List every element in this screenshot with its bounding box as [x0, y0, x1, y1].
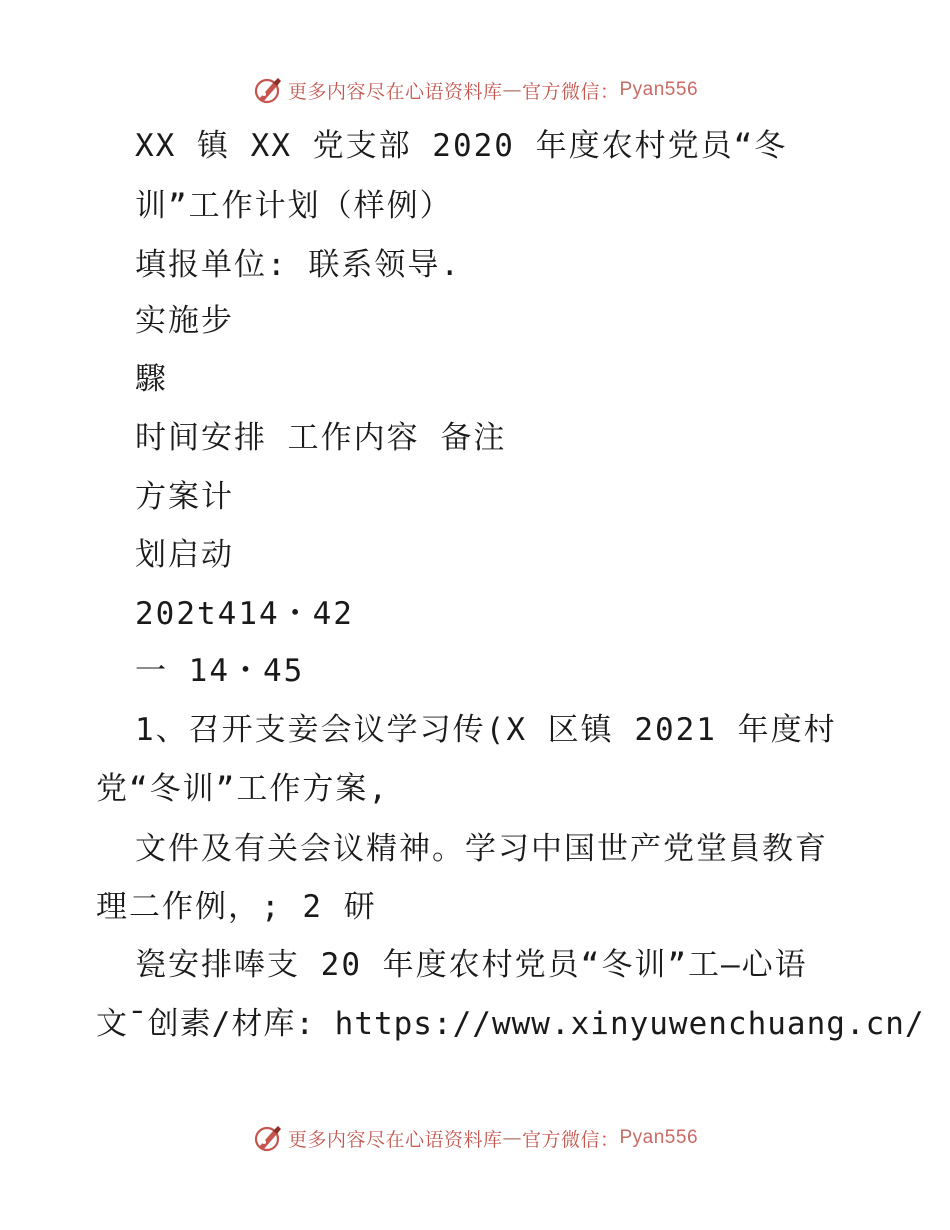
pen-logo-icon	[252, 1122, 284, 1154]
implementation-step-line-1: 实施步	[135, 303, 234, 339]
plan-start-line-2: 划启动	[135, 537, 234, 573]
watermark-official-wechat: 官方微信：	[521, 80, 620, 103]
watermark-text: 更多内容尽在心语资料库	[287, 1128, 503, 1151]
time-range-line-1: 202t414・42	[135, 596, 354, 632]
footer-watermark	[0, 1118, 950, 1158]
content-line-4: 理二作例，; 2 研	[96, 889, 377, 925]
time-range-line-2: 一 14・45	[135, 653, 305, 689]
table-header-line: 时间安排 工作内容 备注	[135, 420, 507, 456]
content-line-3: 文件及有关会议精神。学习中国世产党堂員教育	[135, 831, 828, 867]
content-line-2: 党“冬训”工作方案,	[96, 771, 389, 807]
plan-start-line-1: 方案计	[135, 479, 234, 515]
watermark-wechat-id: Pyan556	[619, 79, 699, 100]
watermark-separator: —	[502, 79, 522, 101]
watermark-official-wechat: 官方微信：	[521, 1128, 620, 1151]
document-title-line-1: XX 镇 XX 党支部 2020 年度农村党员“冬	[135, 128, 788, 164]
header-watermark	[0, 70, 950, 110]
implementation-step-line-2: 驟	[135, 361, 168, 397]
watermark-text: 更多内容尽在心语资料库	[287, 80, 503, 103]
watermark-wechat-id: Pyan556	[619, 1127, 699, 1148]
content-line-1: 1、召开支妾会议学习传(X 区镇 2021 年度村	[135, 712, 837, 748]
watermark-separator: —	[502, 1127, 522, 1149]
content-line-5: 瓷安排唪支 20 年度农村党员“冬训”工—心语	[135, 947, 808, 983]
document-title-line-2: 训”工作计划（样例）	[135, 188, 453, 224]
content-line-6: 文¯创素/材库: https://www.xinyuwenchuang.cn/	[96, 1006, 925, 1042]
reporting-unit-line: 填报单位: 联系领导.	[135, 247, 461, 283]
pen-logo-icon	[252, 74, 284, 106]
